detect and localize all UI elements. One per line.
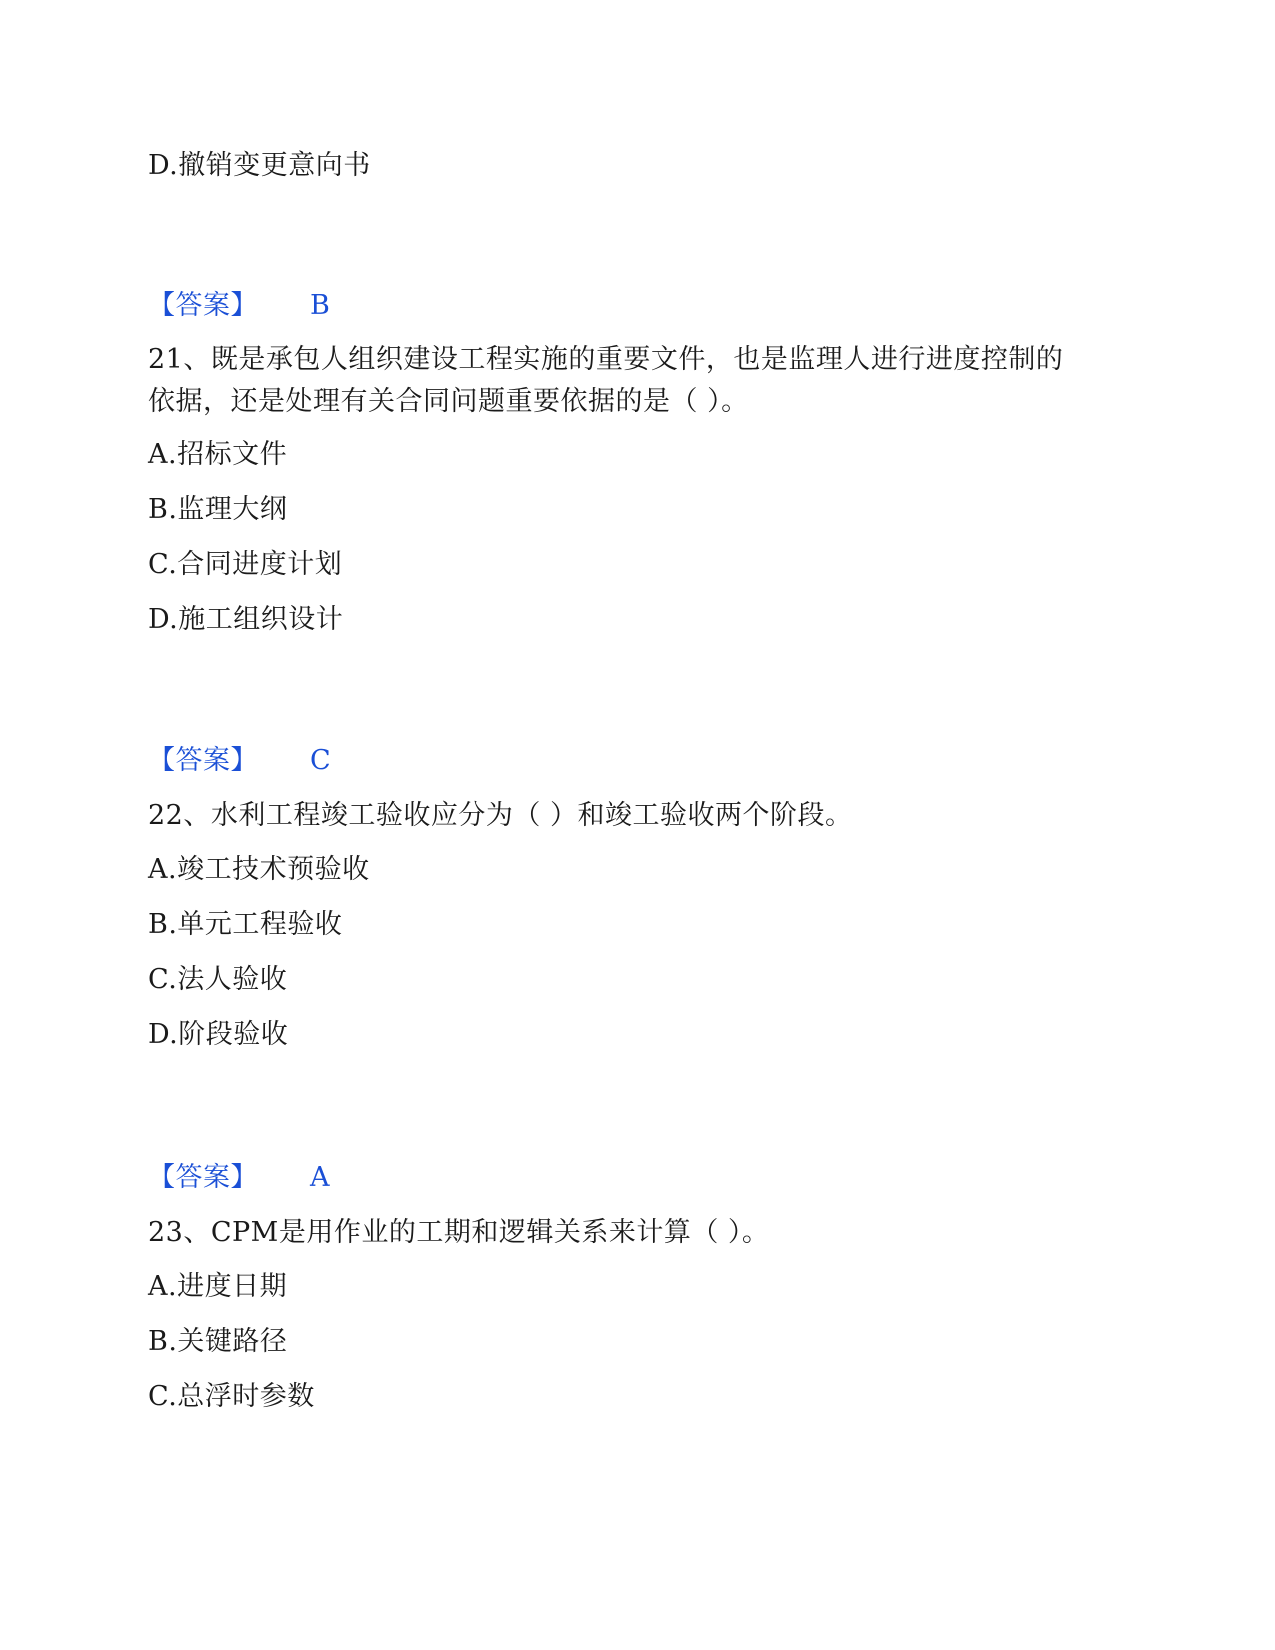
q21-option-b: B.监理大纲 xyxy=(148,494,288,525)
q23-stem: 23、CPM是用作业的工期和逻辑关系来计算（ ）。 xyxy=(148,1217,770,1248)
q23-option-c: C.总浮时参数 xyxy=(148,1381,315,1412)
q21-option-c: C.合同进度计划 xyxy=(148,549,343,580)
answer-value: C xyxy=(310,745,332,776)
q22-option-d: D.阶段验收 xyxy=(148,1019,289,1050)
q21-stem-line1: 21、既是承包人组织建设工程实施的重要文件，也是监理人进行进度控制的 xyxy=(148,344,1064,375)
answer-label: 【答案】 xyxy=(148,745,258,776)
answer-value: B xyxy=(310,290,331,321)
q21-stem-line2: 依据，还是处理有关合同问题重要依据的是（ ）。 xyxy=(148,386,749,417)
q23-option-a: A.进度日期 xyxy=(148,1271,288,1302)
q22-option-b: B.单元工程验收 xyxy=(148,909,343,940)
answer-label: 【答案】 xyxy=(148,1162,258,1193)
prev-answer xyxy=(148,288,330,324)
answer-value: A xyxy=(310,1162,330,1193)
q21-option-a: A.招标文件 xyxy=(148,439,288,470)
q21-option-d: D.施工组织设计 xyxy=(148,604,344,635)
q22-stem: 22、水利工程竣工验收应分为（ ）和竣工验收两个阶段。 xyxy=(148,800,853,831)
q21-answer xyxy=(148,743,331,779)
answer-label: 【答案】 xyxy=(148,290,258,321)
q22-option-c: C.法人验收 xyxy=(148,964,288,995)
q22-answer xyxy=(148,1160,330,1196)
q23-option-b: B.关键路径 xyxy=(148,1326,288,1357)
prev-option-d: D.撤销变更意向书 xyxy=(148,150,371,181)
q22-option-a: A.竣工技术预验收 xyxy=(148,854,370,885)
